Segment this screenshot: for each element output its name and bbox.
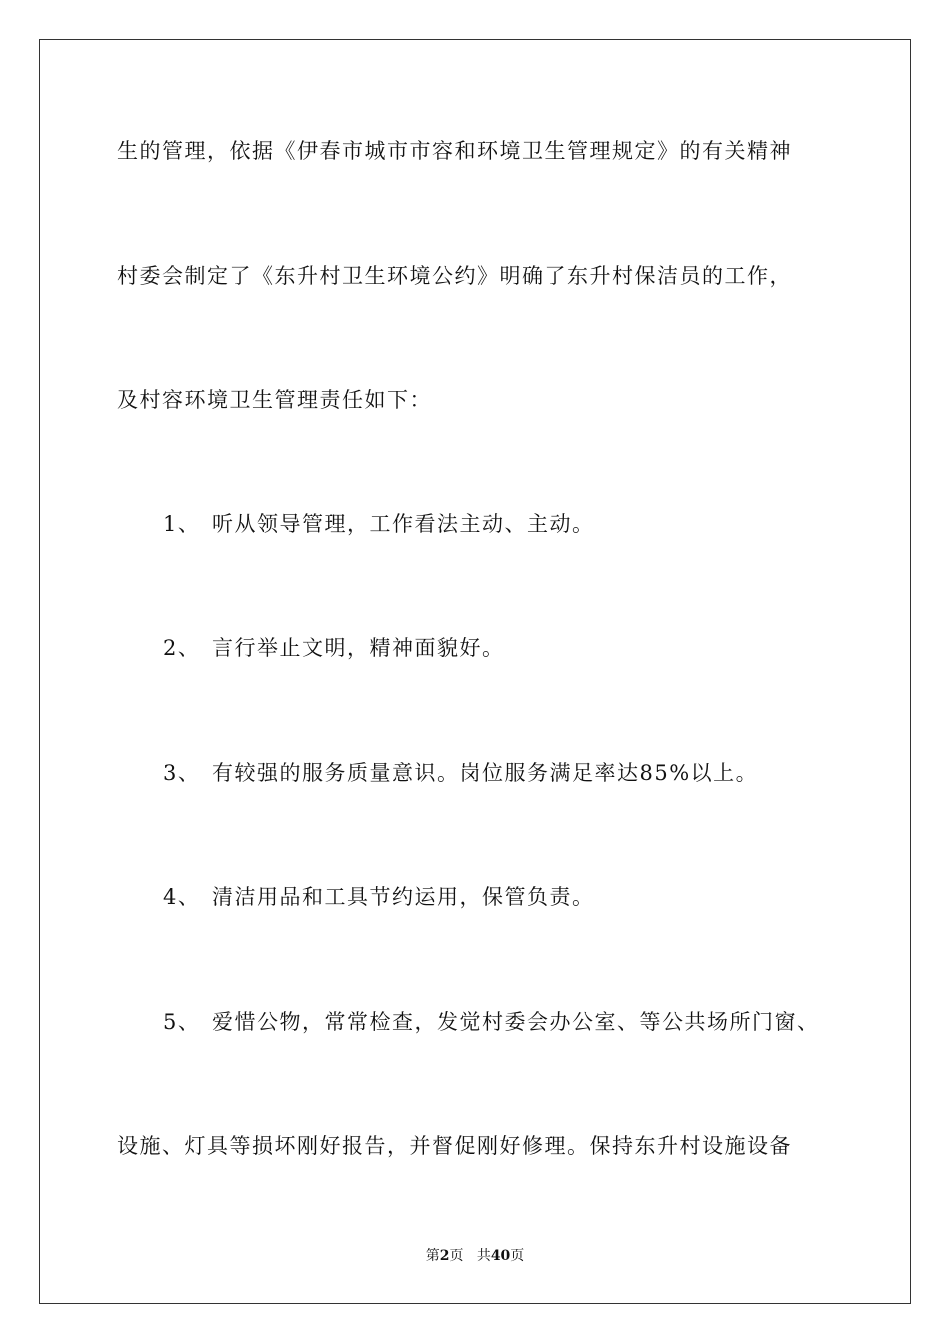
page-prefix: 第 [425, 1248, 440, 1264]
list-item-text: 清洁用品和工具节约运用，保管负责。 [212, 885, 595, 909]
list-item-text: 言行举止文明，精神面貌好。 [212, 636, 505, 660]
page-border [39, 39, 911, 1304]
list-item-number: 4、 [163, 885, 201, 909]
total-suffix: 页 [510, 1248, 525, 1264]
list-item [163, 510, 595, 538]
list-item-number: 2、 [163, 636, 201, 660]
page-total: 40 [490, 1248, 511, 1264]
total-prefix: 共 [476, 1248, 491, 1264]
page-footer [0, 1247, 950, 1265]
page-current: 2 [439, 1248, 450, 1264]
paragraph-line-3: 及村容环境卫生管理责任如下： [117, 388, 432, 412]
continuation-line: 设施、灯具等损坏刚好报告，并督促刚好修理。保持东升村设施设备 [117, 1134, 792, 1158]
list-item-number: 1、 [163, 512, 201, 536]
list-item [163, 1008, 820, 1036]
page-suffix: 页 [449, 1248, 464, 1264]
list-item-number: 5、 [163, 1010, 201, 1034]
list-item-number: 3、 [163, 761, 201, 785]
list-item [163, 634, 505, 662]
list-item [163, 883, 595, 911]
paragraph-line-1: 生的管理，依据《伊春市城市市容和环境卫生管理规定》的有关精神 [117, 139, 792, 163]
paragraph-line-2: 村委会制定了《东升村卫生环境公约》明确了东升村保洁员的工作， [117, 264, 792, 288]
list-item-text: 爱惜公物，常常检查，发觉村委会办公室、等公共场所门窗、 [212, 1010, 820, 1034]
list-item-text: 有较强的服务质量意识。岗位服务满足率达85%以上。 [212, 761, 759, 785]
list-item [163, 759, 758, 787]
list-item-text: 听从领导管理，工作看法主动、主动。 [212, 512, 595, 536]
